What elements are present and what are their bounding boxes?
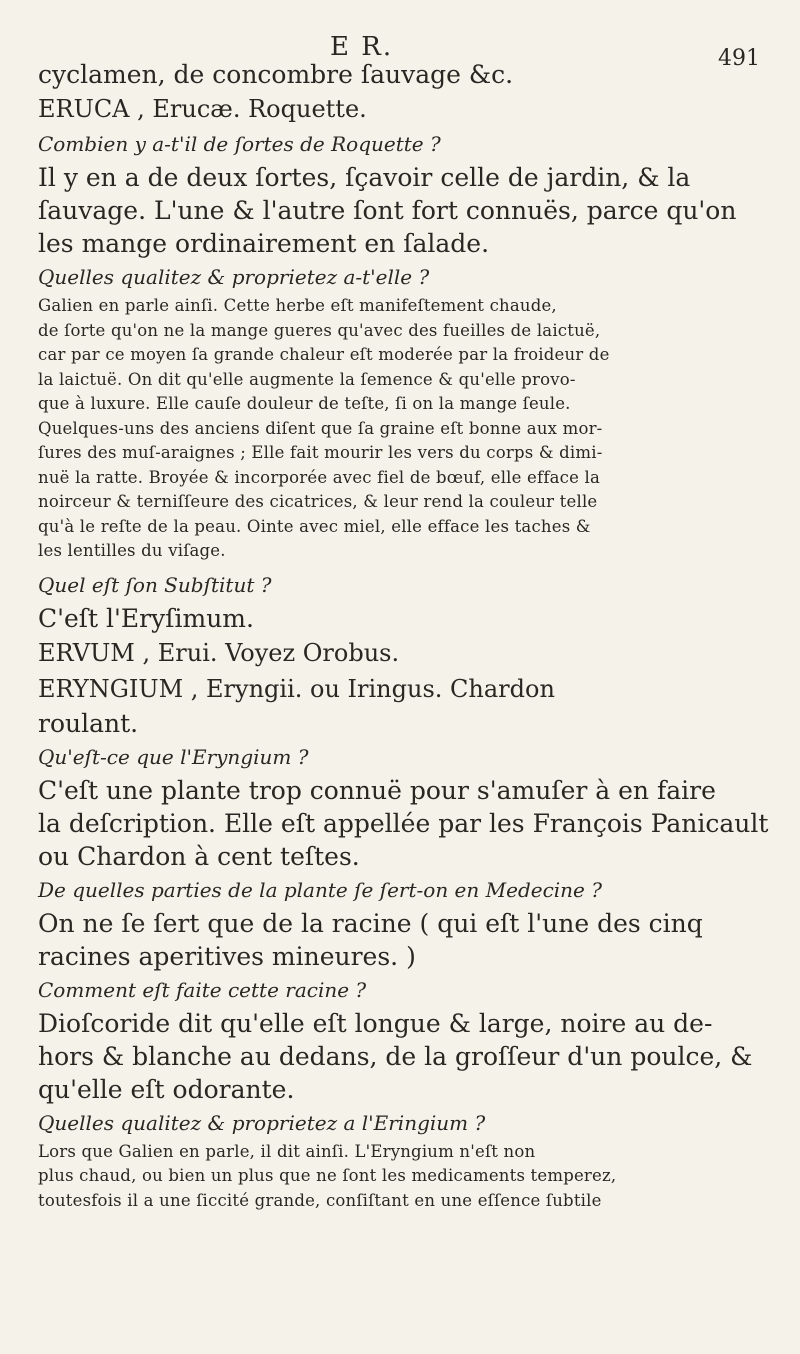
page-body [38, 58, 790, 1213]
question-heading: Combien y a-t'il de ſortes de Roquette ? [38, 132, 441, 156]
text-line: roulant. [38, 708, 139, 738]
text-line: racines aperitives mineures. ) [38, 941, 416, 971]
question-heading: Qu'eſt-ce que l'Eryngium ? [38, 744, 309, 769]
text-line: la deſcription. Elle eſt appellée par les François Panicault [38, 808, 769, 838]
text-line: Dioſcoride dit qu'elle eſt longue & large, noire au de- [38, 1008, 713, 1038]
small-text-line: la laictuë. On dit qu'elle augmente la ſemence & qu'elle provo- [38, 369, 576, 389]
small-text-line: toutesfois il a une ſiccité grande, conſiſtant en une eſſence ſubtile [38, 1190, 602, 1210]
text-line: les mange ordinairement en ſalade. [38, 229, 490, 258]
small-text-line: Lors que Galien en parle, il dit ainſi. L'Eryngium n'eſt non [38, 1141, 536, 1161]
entry-heading-ervum: ERVUM , Erui. Voyez Orobus. [38, 638, 400, 667]
text-line: Il y en a de deux ſortes, ſçavoir celle de jardin, & la [38, 163, 691, 192]
small-text-line: car par ce moyen ſa grande chaleur eſt moderée par la froideur de [38, 345, 610, 364]
text-line: ſauvage. L'une & l'autre ſont fort connuës, parce qu'on [38, 196, 737, 225]
small-text-line: les lentilles du viſage. [38, 541, 226, 560]
text-line: ou Chardon à cent teſtes. [38, 841, 360, 871]
page-number: 491 [718, 46, 760, 71]
text-line: C'eſt une plante trop connuë pour s'amuſer à en faire [38, 775, 716, 805]
small-text-line: nuë la ratte. Broyée & incorporée avec fiel de bœuf, elle efface la [38, 467, 601, 487]
small-text-line: plus chaud, ou bien un plus que ne ſont les medicaments temperez, [38, 1166, 617, 1185]
small-text-line: ſures des muſ-araignes ; Elle fait mourir les vers du corps & dimi- [38, 443, 603, 462]
small-text-line: que à luxure. Elle cauſe douleur de teſte, ſi on la mange ſeule. [38, 394, 571, 413]
entry-heading-eruca: ERUCA , Erucæ. Roquette. [38, 95, 367, 123]
text-line: On ne ſe ſert que de la racine ( qui eſt l'une des cinq [38, 908, 703, 938]
small-text-line: de ſorte qu'on ne la mange gueres qu'avec des fueilles de laictuë, [38, 320, 601, 340]
text-line: hors & blanche au dedans, de la groſſeur d'un poulce, & [38, 1041, 753, 1071]
question-heading: Comment eſt faite cette racine ? [38, 977, 367, 1002]
running-head: E R. [330, 32, 394, 62]
entry-heading-eryngium: ERYNGIUM , Eryngii. ou Iringus. Chardon [38, 674, 555, 703]
question-heading: Quel eſt ſon Subſtitut ? [38, 572, 272, 597]
small-text-line: Quelques-uns des anciens diſent que ſa graine eſt bonne aux mor- [38, 418, 603, 438]
text-line: cyclamen, de concombre ſauvage &c. [38, 60, 514, 89]
text-line: C'eſt l'Eryſimum. [38, 603, 254, 633]
text-line: qu'elle eſt odorante. [38, 1074, 295, 1104]
small-text-line: noirceur & terniſſeure des cicatrices, & leur rend la couleur telle [38, 492, 598, 511]
question-heading: Quelles qualitez & proprietez a l'Eringium ? [38, 1110, 486, 1135]
question-heading: Quelles qualitez & proprietez a-t'elle ? [38, 265, 430, 289]
small-text-line: Galien en parle ainſi. Cette herbe eſt manifeſtement chaude, [38, 296, 557, 315]
question-heading: De quelles parties de la plante ſe ſert-on en Medecine ? [38, 877, 602, 902]
small-text-line: qu'à le reſte de la peau. Ointe avec miel, elle efface les taches & [38, 516, 591, 536]
